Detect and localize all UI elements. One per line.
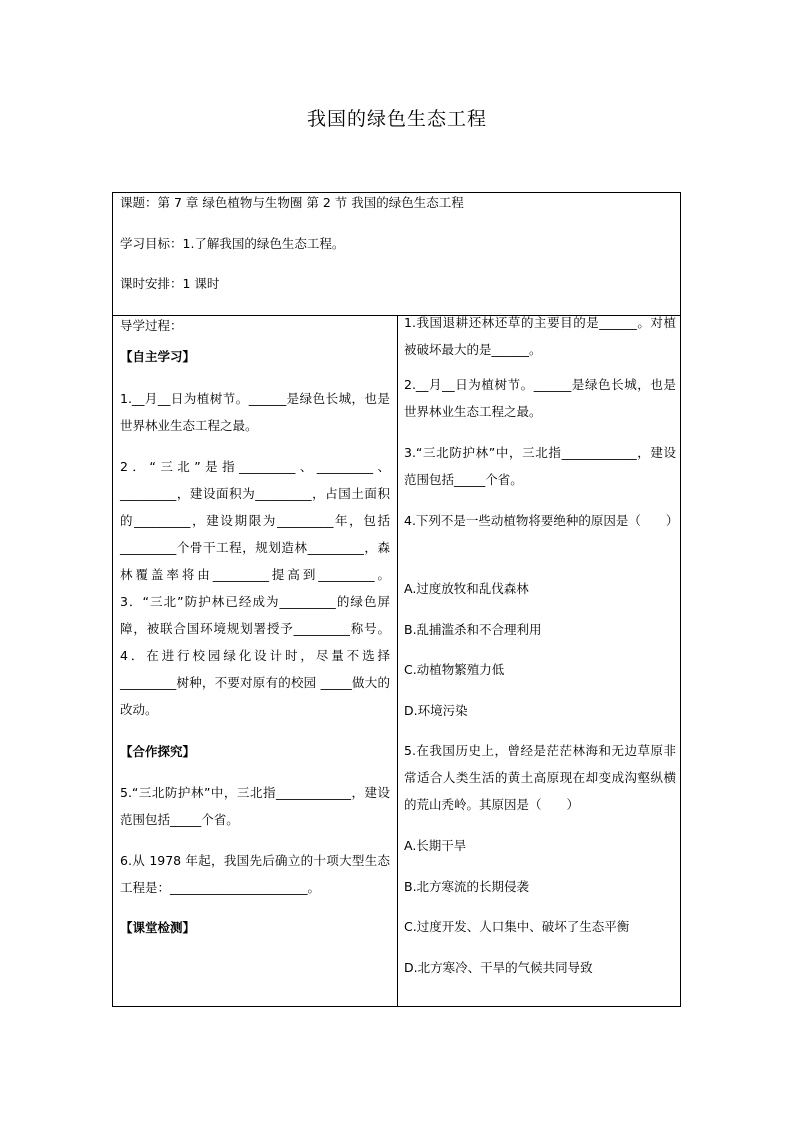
option-5b: B.北方寒流的长期侵袭 bbox=[404, 879, 530, 894]
option-4a: A.过度放牧和乱伐森林 bbox=[404, 581, 529, 596]
lesson-info-row bbox=[113, 193, 680, 316]
check-question-3: 3.“三北防护林”中，三北指____________，建设范围包括_____个省。 bbox=[404, 445, 676, 487]
page-title: 我国的绿色生态工程 bbox=[306, 108, 487, 130]
check-question-1: 1.我国退耕还林还草的主要目的是______。对植被破坏最大的是______。 bbox=[404, 315, 676, 357]
question-5: 5.“三北防护林”中，三北指____________，建设范围包括_____个省。 bbox=[120, 785, 390, 827]
option-5a: A.长期干旱 bbox=[404, 838, 467, 853]
question-2-to-4: 2．“三北”是指_________、_________、_________，建设面积为_________，占国土面积的_________，建设期限为_________年，包括_________个骨干工程，规划造林_________，森林覆盖率将由_________提高到_________。3．“三北”防护林已经成为_________的绿色屏障，被联合国环境规划署授予_________称号。4．在进行校园绿化设计时，尽量不选择_________树种，不要对原有的校园 _____做大的改动。 bbox=[120, 459, 390, 717]
class-check-column bbox=[398, 315, 680, 1006]
worksheet-table bbox=[112, 192, 681, 1007]
option-4d: D.环境污染 bbox=[404, 703, 468, 718]
process-label: 导学过程： bbox=[120, 318, 183, 333]
check-question-4: 4.下列不是一些动植物将要绝种的原因是（ ） bbox=[404, 513, 679, 528]
check-question-2: 2.__月__日为植树节。______是绿色长城，也是世界林业生态工程之最。 bbox=[404, 377, 676, 419]
option-4b: B.乱捕滥杀和不合理利用 bbox=[404, 622, 542, 637]
self-study-heading: 【自主学习】 bbox=[120, 349, 196, 364]
option-4c: C.动植物繁殖力低 bbox=[404, 662, 505, 677]
cooperate-heading: 【合作探究】 bbox=[120, 744, 196, 759]
class-schedule: 课时安排：1 课时 bbox=[120, 276, 220, 291]
question-6: 6.从 1978 年起，我国先后确立的十项大型生态工程是：______________________。 bbox=[120, 853, 390, 895]
question-1: 1.__月__日为植树节。______是绿色长城，也是世界林业生态工程之最。 bbox=[120, 391, 390, 433]
option-5c: C.过度开发、人口集中、破坏了生态平衡 bbox=[404, 919, 630, 934]
lesson-topic: 课题：第 7 章 绿色植物与生物圈 第 2 节 我国的绿色生态工程 bbox=[120, 195, 464, 210]
option-5d: D.北方寒冷、干旱的气候共同导致 bbox=[404, 960, 593, 975]
class-check-heading: 【课堂检测】 bbox=[120, 920, 196, 935]
learning-goal: 学习目标：1.了解我国的绿色生态工程。 bbox=[120, 236, 345, 251]
guided-learning-column bbox=[113, 315, 398, 1006]
check-question-5: 5.在我国历史上，曾经是茫茫林海和无边草原非常适合人类生活的黄土高原现在却变成沟壑纵横的荒山秃岭。其原因是（ ） bbox=[404, 743, 676, 812]
